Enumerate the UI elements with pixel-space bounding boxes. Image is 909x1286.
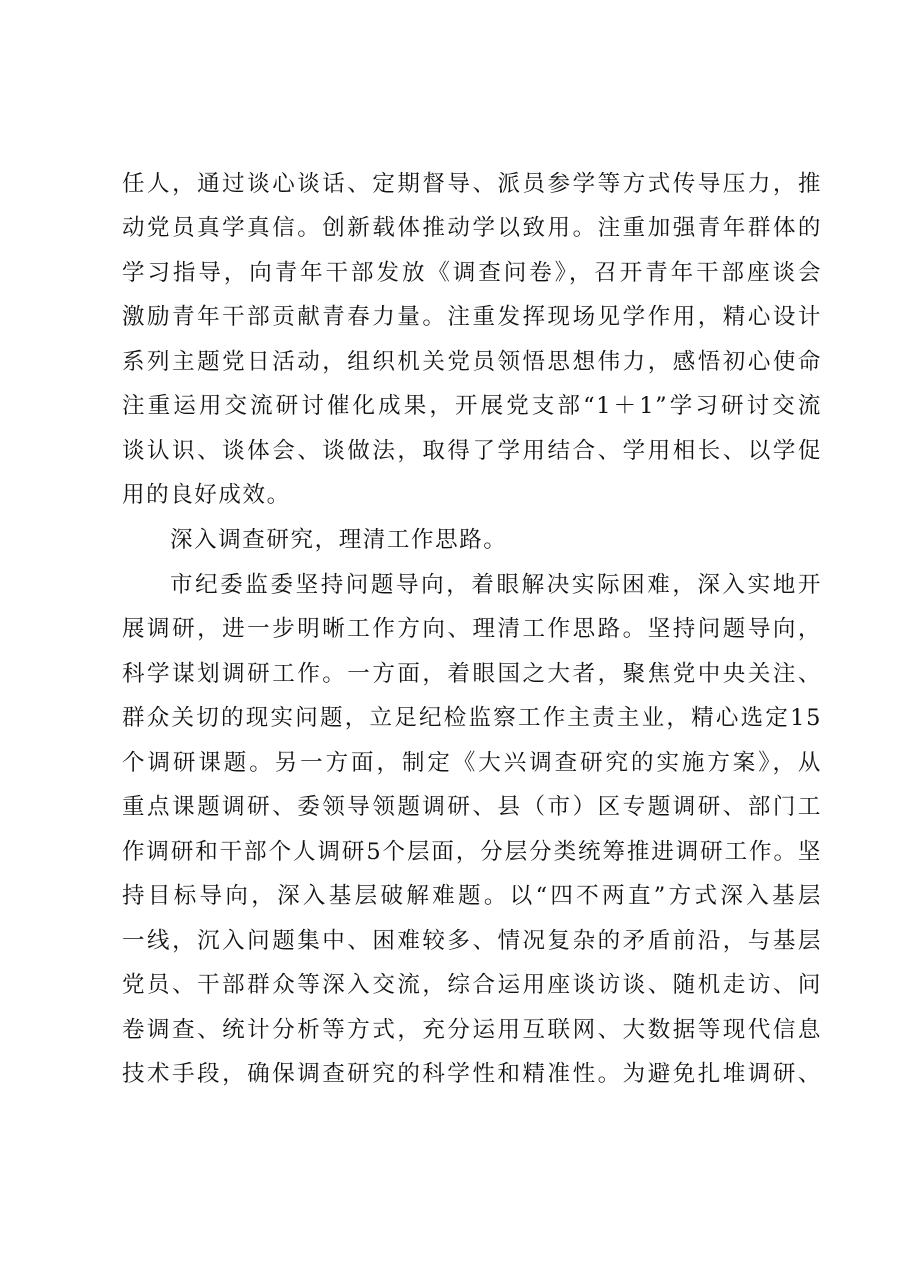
- paragraph-2-line-3: 科学谋划调研工作。一方面，着眼国之大者，聚焦党中央关注、: [122, 661, 822, 687]
- paragraph-2-line-7: 作调研和干部个人调研5个层面，分层分类统筹推进调研工作。坚: [122, 839, 822, 865]
- paragraph-2-line-2: 展调研，进一步明晰工作方向、理清工作思路。坚持问题导向，: [122, 616, 822, 642]
- paragraph-2-line-9: 一线，沉入问题集中、困难较多、情况复杂的矛盾前沿，与基层: [122, 928, 822, 954]
- paragraph-1-line-4: 激励青年干部贡献青春力量。注重发挥现场见学作用，精心设计: [122, 304, 822, 330]
- paragraph-1-line-1: 任人，通过谈心谈话、定期督导、派员参学等方式传导压力，推: [122, 171, 822, 197]
- paragraph-2-line-10: 党员、干部群众等深入交流，综合运用座谈访谈、随机走访、问: [122, 972, 822, 998]
- paragraph-1-line-3: 学习指导，向青年干部发放《调查问卷》，召开青年干部座谈会: [122, 260, 822, 286]
- paragraph-2-line-6: 重点课题调研、委领导领题调研、县（市）区专题调研、部门工: [122, 794, 822, 820]
- paragraph-2-line-11: 卷调查、统计分析等方式，充分运用互联网、大数据等现代信息: [122, 1017, 822, 1043]
- paragraph-2-line-12: 技术手段，确保调查研究的科学性和精准性。为避免扎堆调研、: [122, 1061, 822, 1087]
- section-heading: 深入调查研究，理清工作思路。: [170, 527, 508, 553]
- paragraph-1-line-8: 用的良好成效。: [122, 482, 291, 508]
- paragraph-2-line-1: 市纪委监委坚持问题导向，着眼解决实际困难，深入实地开: [170, 572, 822, 598]
- paragraph-1-line-7: 谈认识、谈体会、谈做法，取得了学用结合、学用相长、以学促: [122, 438, 822, 464]
- paragraph-1-line-2: 动党员真学真信。创新载体推动学以致用。注重加强青年群体的: [122, 215, 822, 241]
- paragraph-1-line-6: 注重运用交流研讨催化成果，开展党支部“1＋1”学习研讨交流: [122, 393, 822, 419]
- paragraph-1-line-5: 系列主题党日活动，组织机关党员领悟思想伟力，感悟初心使命: [122, 349, 822, 375]
- paragraph-2-line-4: 群众关切的现实问题，立足纪检监察工作主责主业，精心选定15: [122, 705, 822, 731]
- paragraph-2-line-5: 个调研课题。另一方面，制定《大兴调查研究的实施方案》，从: [122, 750, 822, 776]
- paragraph-2-line-8: 持目标导向，深入基层破解难题。以“四不两直”方式深入基层: [122, 883, 822, 909]
